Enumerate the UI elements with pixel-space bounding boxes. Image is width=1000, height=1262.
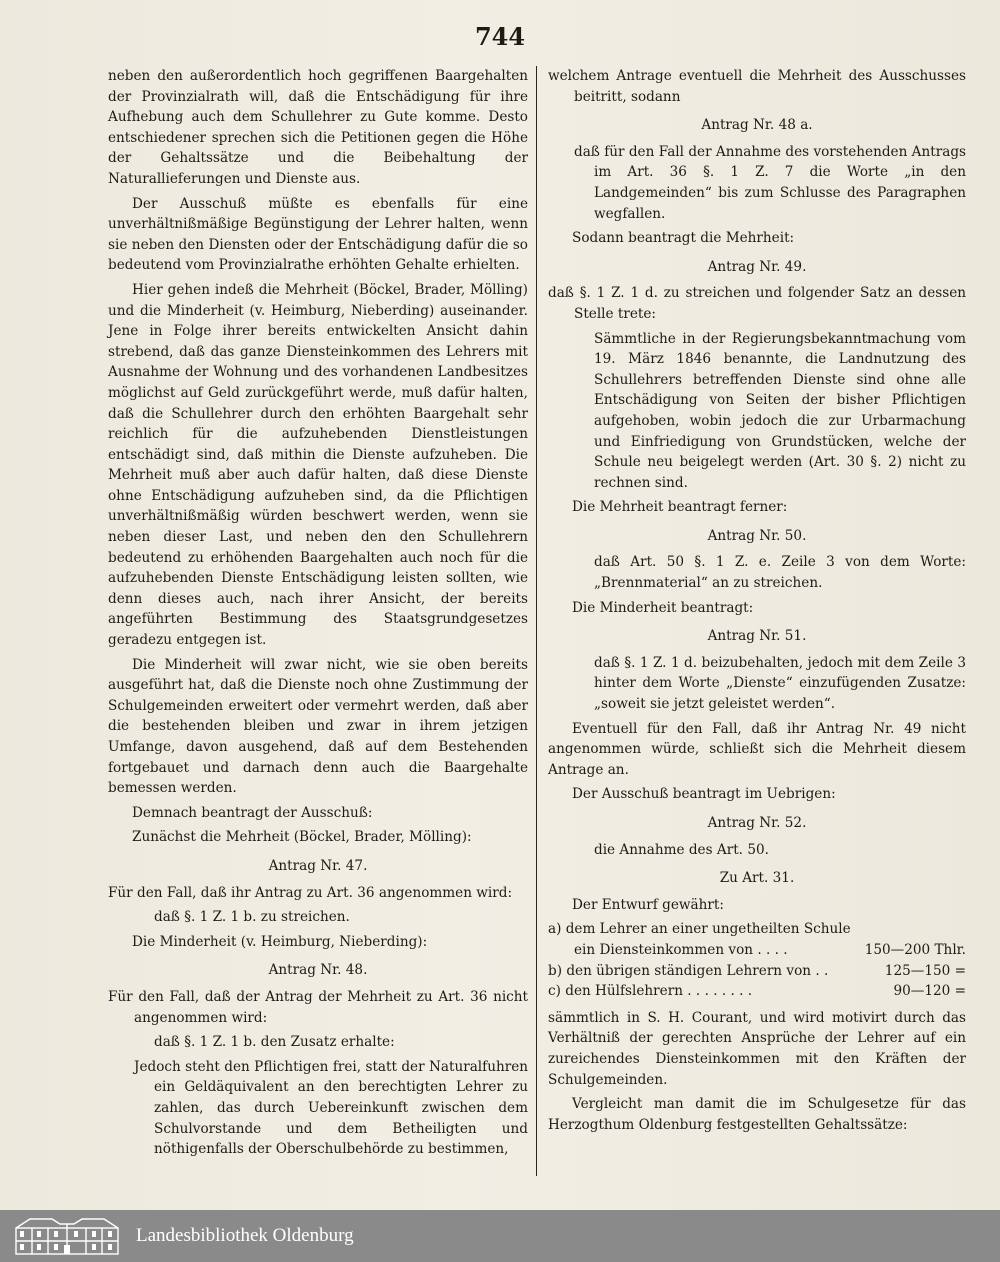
left-column <box>108 66 528 1164</box>
salary-amount: 90—120 = <box>893 983 966 1000</box>
salary-amount: 150—200 Thlr. <box>864 941 966 958</box>
paragraph: Die Minderheit beantragt: <box>572 599 754 616</box>
paragraph: Die Minderheit (v. Heimburg, Nieberding): <box>132 933 428 950</box>
page-number: 744 <box>474 22 526 51</box>
paragraph: Demnach beantragt der Ausschuß: <box>132 804 373 821</box>
paragraph: Sämmtliche in der Regierungsbekanntmachung vom 19. März 1846 benannte, die Landnutzung des Schullehrers betreffenden Dienste sind ohne alle Entschädigung von Seiten der bisher Pflichtigen aufgehoben, wobin jedoch die zur Urbarmachung und Einfriedigung von Grundstücken, welche der Schule neu beigelegt werden (Art. 30 §. 2) nicht zu rechnen sind. <box>594 330 966 491</box>
salary-item <box>548 981 966 1002</box>
motion-heading-48: Antrag Nr. 48. <box>268 962 368 979</box>
motion-heading-51: Antrag Nr. 51. <box>707 628 807 645</box>
paragraph: die Annahme des Art. 50. <box>594 841 769 858</box>
paragraph: daß §. 1 Z. 1 d. beizubehalten, jedoch mit dem Zeile 3 hinter dem Worte „Dienste“ einzufügenden Zusatze: „soweit sie jetzt geleistet werden“. <box>594 654 966 713</box>
motion-heading-47: Antrag Nr. 47. <box>268 857 368 874</box>
paragraph: Jedoch steht den Pflichtigen frei, statt der Naturalfuhren ein Geldäquivalent an den berechtigten Lehrer zu zahlen, das durch Uebereinkunft zwischen dem Schulvorstande und dem Betheiligten und nöthigenfalls der Oberschulbehörde zu bestimmen, <box>134 1058 528 1158</box>
salary-amount: 125—150 = <box>884 962 966 979</box>
section-heading-art-31: Zu Art. 31. <box>719 870 795 887</box>
paragraph: Für den Fall, daß ihr Antrag zu Art. 36 angenommen wird: <box>108 884 513 901</box>
right-column <box>548 66 966 1139</box>
paragraph: Sodann beantragt die Mehrheit: <box>572 230 795 247</box>
library-footer-bar <box>0 1210 1000 1262</box>
salary-sub-label: ein Diensteinkommen von . . . . <box>574 941 788 958</box>
library-building-icon <box>8 1214 126 1258</box>
paragraph: daß §. 1 Z. 1 b. zu streichen. <box>154 909 350 926</box>
paragraph: Hier gehen indeß die Mehrheit (Böckel, Brader, Mölling) und die Minderheit (v. Heimburg, Nieberding) auseinander. Jene in Folge ihrer bereits entwickelten Ansicht dahin strebend, daß das ganze Diensteinkommen des Lehrers mit Ausnahme der Wohnung und des vorhandenen Landbesitzes möglichst auf Geld zurückgeführt werde, muß dafür halten, daß die Schullehrer durch den erhöhten Baargehalt sehr reichlich für die aufzuhebenden Dienstleistungen entschädigt sind, daß mithin die Dienste aufzuheben. Die Mehrheit muß aber auch dafür halten, daß diese Dienste ohne Entschädigung aufzuheben sind, da die Pflichtigen unverhältnißmäßig würden beschwert werden, wenn sie neben dieser Last, und neben den den Schullehrern bedeutend zu erhöhenden Baargehalten auch noch für die aufzuhebenden Dienste Entschädigung leisten sollten, wie denn dieses auch, nach ihrer Ansicht, der bereits angeführten Bestimmung des Staatsgrundgesetzes geradezu entgegen ist. <box>108 281 528 649</box>
salary-list <box>548 919 966 1001</box>
motion-heading-48a: Antrag Nr. 48 a. <box>701 117 813 134</box>
motion-heading-49: Antrag Nr. 49. <box>707 258 807 275</box>
motion-heading-52: Antrag Nr. 52. <box>707 815 807 831</box>
library-name: Landesbibliothek Oldenburg <box>136 1225 354 1246</box>
paragraph: Eventuell für den Fall, daß ihr Antrag Nr. 49 nicht angenommen würde, schließt sich die Mehrheit diesem Antrage an. <box>548 720 966 778</box>
motion-heading-50: Antrag Nr. 50. <box>707 527 807 544</box>
salary-label: b) den übrigen ständigen Lehrern von . . <box>548 962 829 979</box>
salary-row <box>548 940 966 961</box>
paragraph: Vergleicht man damit die im Schulgesetze für das Herzogthum Oldenburg festgestellten Gehaltssätze: <box>548 1096 966 1133</box>
paragraph: welchem Antrage eventuell die Mehrheit des Ausschusses beitritt, sodann <box>548 68 966 105</box>
salary-label: a) dem Lehrer an einer ungetheilten Schule <box>548 921 851 938</box>
paragraph: Der Entwurf gewährt: <box>572 896 724 913</box>
paragraph: Die Minderheit will zwar nicht, wie sie oben bereits ausgeführt hat, daß die Dienste noch ohne Zustimmung der Schulgemeinden erweitert oder vermehrt werden, daß aber die bestehenden bleiben und zwar in ihrem jetzigen Umfange, davon ausgehend, daß auf dem Bestehenden fortgebauet und darnach denn auch die Baargehalte bemessen werden. <box>108 656 528 797</box>
paragraph: Die Mehrheit beantragt ferner: <box>572 499 788 516</box>
paragraph: Der Ausschuß beantragt im Uebrigen: <box>572 786 836 803</box>
paragraph: neben den außerordentlich hoch gegriffenen Baargehalten der Provinzialrath will, daß die Entschädigung für ihre Aufhebung auch dem Schullehrer zu Gute komme. Desto entschiedener sprechen sich die Petitionen gegen die Höhe der Gehaltssätze und die Beibehaltung der Naturallieferungen und Dienste aus. <box>108 68 528 187</box>
paragraph: daß §. 1 Z. 1 d. zu streichen und folgender Satz an dessen Stelle trete: <box>548 285 966 322</box>
paragraph: daß §. 1 Z. 1 b. den Zusatz erhalte: <box>154 1034 395 1051</box>
column-divider <box>536 66 537 1176</box>
paragraph: daß für den Fall der Annahme des vorstehenden Antrags im Art. 36 §. 1 Z. 7 die Worte „in den Landgemeinden“ bis zum Schlusse des Paragraphen wegfallen. <box>574 143 966 222</box>
salary-label: c) den Hülfslehrern . . . . . . . . <box>548 983 753 1000</box>
paragraph: Zunächst die Mehrheit (Böckel, Brader, Mölling): <box>132 829 472 846</box>
paragraph: Für den Fall, daß der Antrag der Mehrheit zu Art. 36 nicht angenommen wird: <box>108 988 528 1026</box>
salary-item <box>548 919 966 960</box>
paragraph: Der Ausschuß müßte es ebenfalls für eine unverhältnißmäßige Begünstigung der Lehrer halten, wenn sie neben den Diensten oder der Entschädigung dafür die so bedeutend vom Provinzialrathe erhöhten Gehalte erhielten. <box>108 195 528 274</box>
paragraph: sämmtlich in S. H. Courant, und wird motivirt durch das Verhältniß der gerechten Ansprüche der Lehrer auf ein zureichendes Diensteinkommen mit den Kräften der Schulgemeinden. <box>548 1009 966 1088</box>
salary-item <box>548 961 966 982</box>
paragraph: daß Art. 50 §. 1 Z. e. Zeile 3 von dem Worte: „Brennmaterial“ an zu streichen. <box>594 554 966 592</box>
